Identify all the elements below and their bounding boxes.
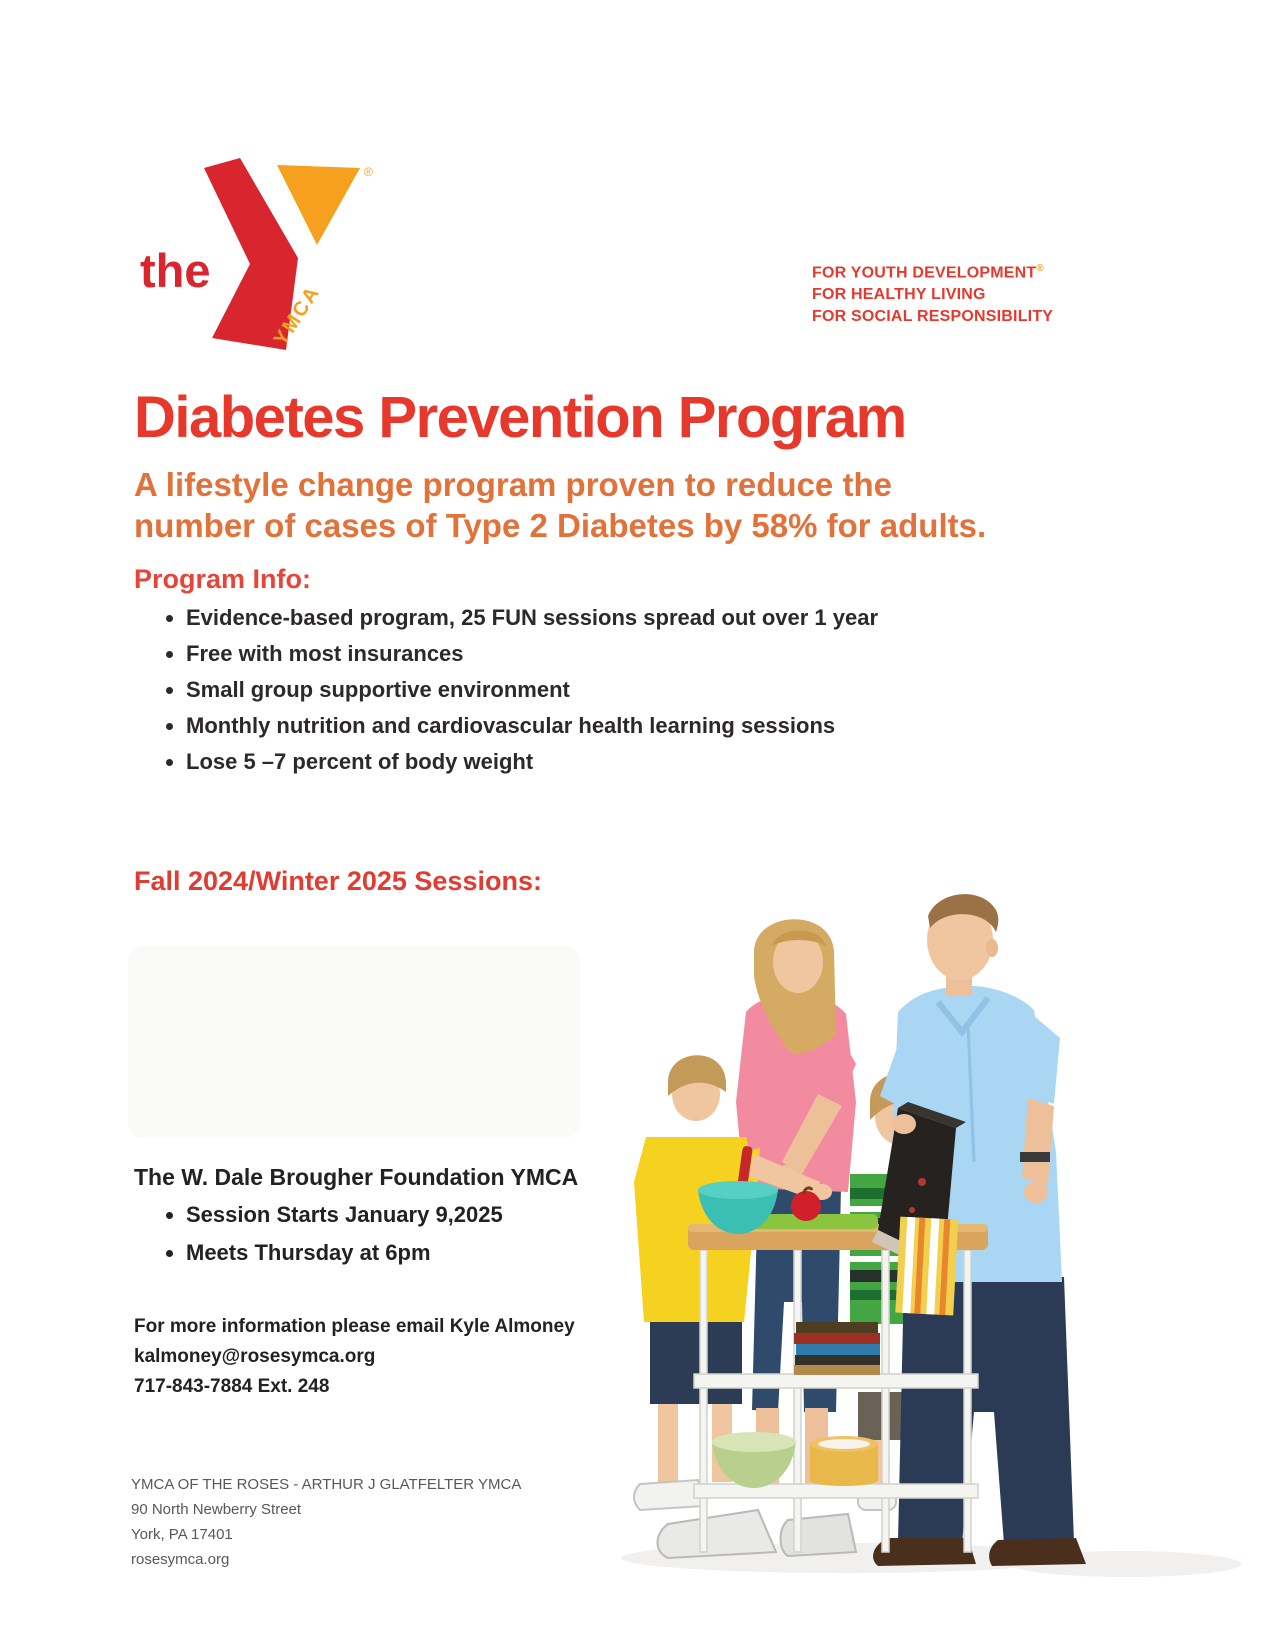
dad-hand <box>892 1114 916 1134</box>
brand-taglines <box>812 258 1053 328</box>
footer-website: rosesymca.org <box>131 1551 230 1568</box>
contact-email: kalmoney@rosesymca.org <box>134 1346 376 1367</box>
subtitle-line-2: number of cases of Type 2 Diabetes by 58% for adults. <box>134 507 987 544</box>
contact-intro: For more information please email Kyle Almoney <box>134 1316 575 1337</box>
footer-org-name: YMCA OF THE ROSES - ARTHUR J GLATFELTER YMCA <box>131 1476 522 1493</box>
location-name: The W. Dale Brougher Foundation YMCA <box>134 1164 579 1190</box>
logo-ymca-text: YMCA <box>269 281 325 350</box>
footer-city: York, PA 17401 <box>131 1526 233 1543</box>
logo-the-text: the <box>140 244 211 297</box>
book-stack <box>794 1322 880 1375</box>
ymca-logo <box>128 146 388 361</box>
tagline-social-responsibility: FOR SOCIAL RESPONSIBILITY <box>812 308 1054 326</box>
list-item: • Lose 5 –7 percent of body weight <box>186 750 878 773</box>
tagline-text: FOR YOUTH DEVELOPMENT <box>812 264 1037 282</box>
blank-session-box <box>128 946 580 1138</box>
tagline-youth-development <box>812 258 1053 284</box>
list-item: • Free with most insurances <box>186 642 878 665</box>
family-cooking-illustration <box>606 852 1276 1612</box>
list-item: • Meets Thursday at 6pm <box>186 1241 578 1265</box>
striped-towel <box>895 1217 958 1316</box>
logo-orange-triangle <box>277 165 360 245</box>
contact-block <box>134 1312 575 1402</box>
tagline-healthy-living: FOR HEALTHY LIVING <box>812 286 986 304</box>
program-info-list <box>160 606 878 786</box>
list-item: • Monthly nutrition and cardiovascular health learning sessions <box>186 714 878 737</box>
sessions-heading: Fall 2024/Winter 2025 Sessions: <box>134 866 542 896</box>
list-item: • Small group supportive environment <box>186 678 878 701</box>
session-details-list <box>134 1203 578 1265</box>
ymca-logo-graphic <box>128 146 388 361</box>
family-cooking-photo <box>606 852 1276 1612</box>
list-item: • Session Starts January 9,2025 <box>186 1203 578 1227</box>
registered-mark: ® <box>1036 263 1044 274</box>
contact-phone: 717-843-7884 Ext. 248 <box>134 1376 330 1397</box>
logo-registered-mark: ® <box>364 165 373 179</box>
subtitle-line-1: A lifestyle change program proven to reduce the <box>134 466 892 503</box>
page-title: Diabetes Prevention Program <box>134 385 906 450</box>
program-info-heading: Program Info: <box>134 564 312 594</box>
list-item: • Evidence-based program, 25 FUN sessions spread out over 1 year <box>186 606 878 629</box>
footer-address-block <box>131 1472 521 1572</box>
page-subtitle <box>134 464 986 546</box>
location-block <box>134 1164 578 1279</box>
footer-street: 90 North Newberry Street <box>131 1501 302 1518</box>
